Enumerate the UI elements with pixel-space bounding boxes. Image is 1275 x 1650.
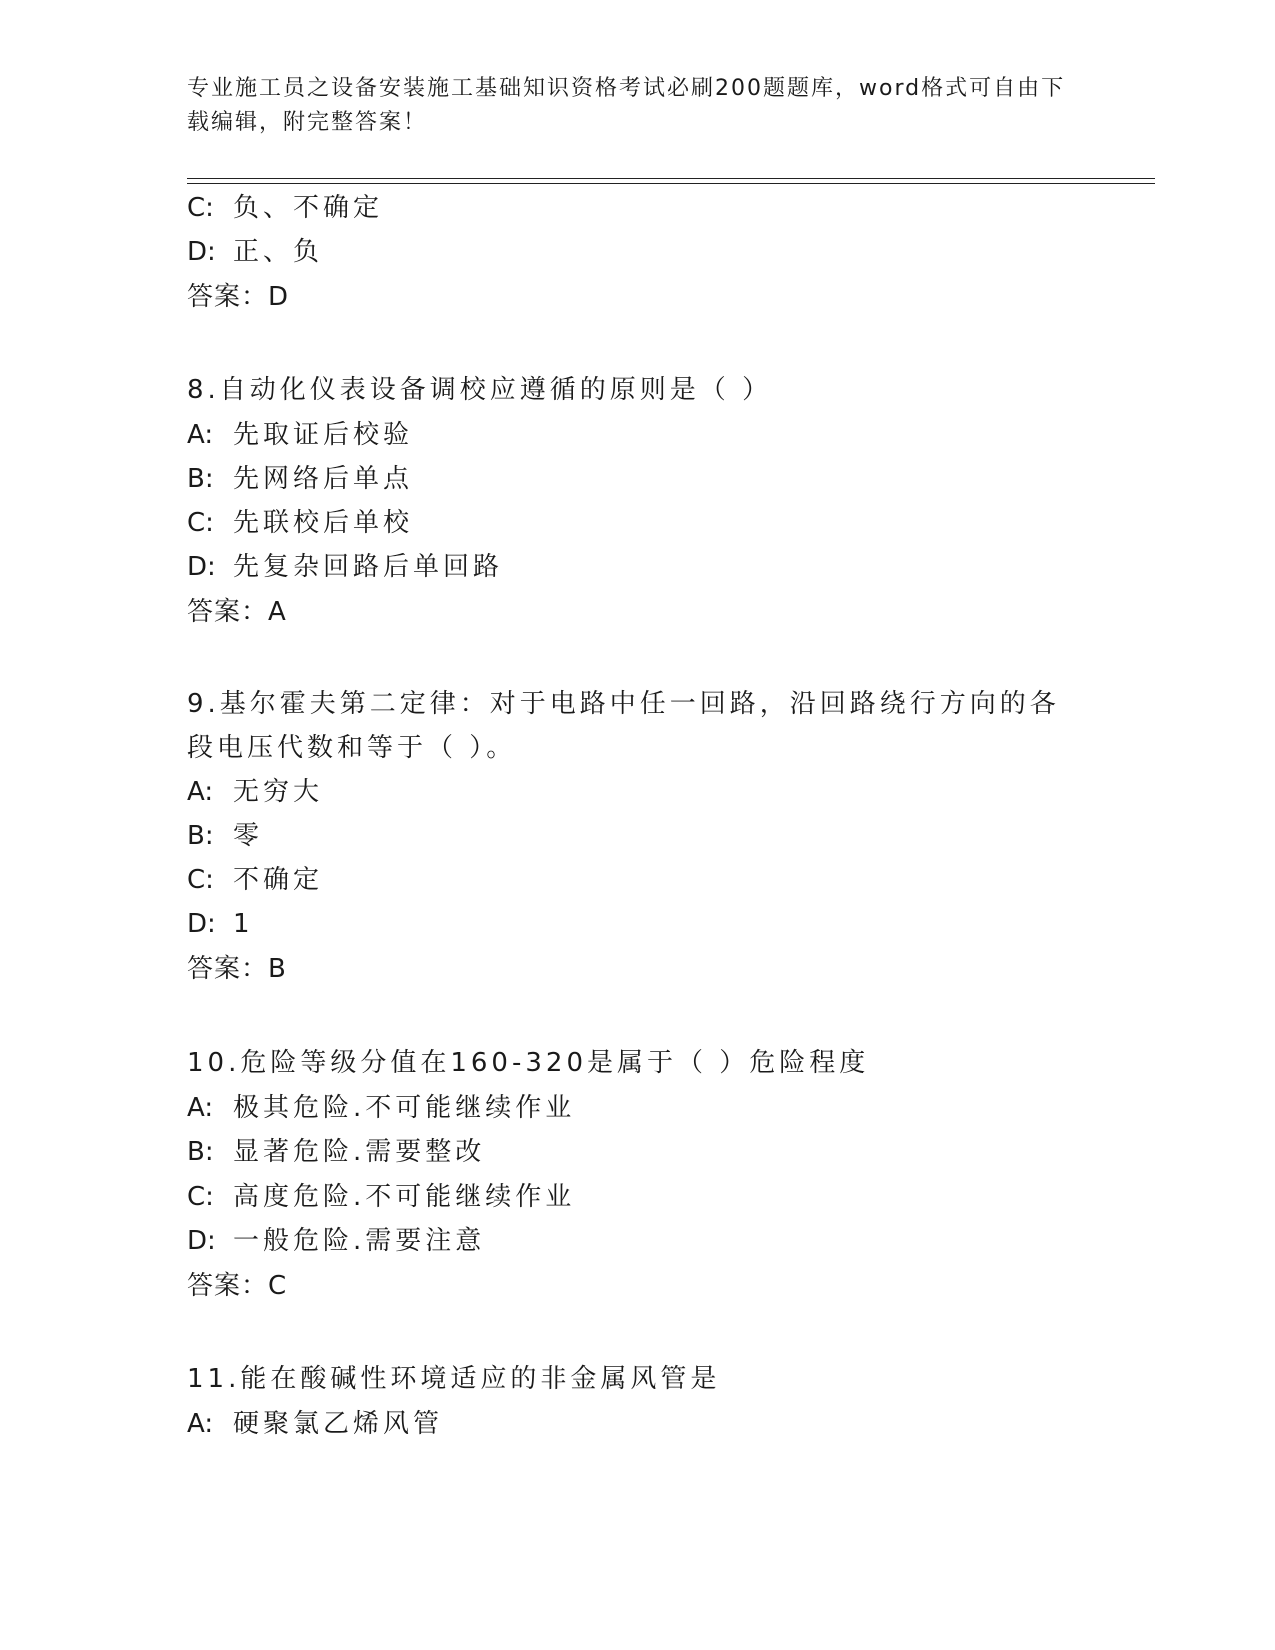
option-label: D: <box>187 909 216 939</box>
option-label: A: <box>187 420 214 450</box>
q8-option-b <box>187 461 413 497</box>
option-text: 正、负 <box>233 237 324 267</box>
option-text: 硬聚氯乙烯风管 <box>233 1409 444 1439</box>
option-label: C: <box>187 865 214 895</box>
option-label: B: <box>187 464 214 494</box>
q8-question: 8.自动化仪表设备调校应遵循的原则是（ ） <box>187 375 773 405</box>
q9-answer: 答案：B <box>187 954 287 984</box>
option-text: 先复杂回路后单回路 <box>233 552 504 582</box>
option-label: B: <box>187 1137 214 1167</box>
q7-answer: 答案：D <box>187 282 290 312</box>
q10-option-d <box>187 1223 485 1259</box>
q10-option-a <box>187 1090 575 1126</box>
q10-option-c <box>187 1179 575 1215</box>
q9-option-c <box>187 862 323 898</box>
option-text: 负、不确定 <box>233 193 384 223</box>
option-text: 显著危险.需要整改 <box>233 1137 486 1167</box>
q7-option-d <box>187 234 323 270</box>
option-label: A: <box>187 777 214 807</box>
q8-answer: 答案：A <box>187 597 287 627</box>
option-label: C: <box>187 193 214 223</box>
option-label: C: <box>187 1182 214 1212</box>
option-text: 无穷大 <box>233 777 324 807</box>
option-text: 极其危险.不可能继续作业 <box>233 1093 576 1123</box>
header-divider-bottom <box>187 183 1155 184</box>
q11-option-a <box>187 1406 443 1442</box>
q11-question: 11.能在酸碱性环境适应的非金属风管是 <box>187 1364 721 1394</box>
q7-option-c <box>187 190 383 226</box>
option-text: 一般危险.需要注意 <box>233 1226 486 1256</box>
document-header-title: 专业施工员之设备安装施工基础知识资格考试必刷200题题库，word格式可自由下载编辑，附完整答案！ <box>187 76 1066 135</box>
option-text: 不确定 <box>233 865 324 895</box>
q9-question: 9.基尔霍夫第二定律：对于电路中任一回路，沿回路绕行方向的各段电压代数和等于（ ）。 <box>187 689 1060 763</box>
option-label: D: <box>187 1226 216 1256</box>
option-text: 高度危险.不可能继续作业 <box>233 1182 576 1212</box>
option-text: 先取证后校验 <box>233 420 414 450</box>
option-text: 先网络后单点 <box>233 464 414 494</box>
option-label: B: <box>187 821 214 851</box>
q8-option-a <box>187 417 413 453</box>
option-label: A: <box>187 1093 214 1123</box>
option-label: D: <box>187 237 216 267</box>
option-text: 1 <box>233 909 254 939</box>
q9-option-a <box>187 774 323 810</box>
q9-option-d <box>187 906 254 942</box>
q10-option-b <box>187 1134 485 1170</box>
option-label: A: <box>187 1409 214 1439</box>
header-divider-top <box>187 178 1155 179</box>
q8-option-d <box>187 549 503 585</box>
q10-question: 10.危险等级分值在160-320是属于（ ）危险程度 <box>187 1048 870 1078</box>
option-label: D: <box>187 552 216 582</box>
option-text: 先联校后单校 <box>233 508 414 538</box>
option-label: C: <box>187 508 214 538</box>
q8-option-c <box>187 505 413 541</box>
option-text: 零 <box>233 821 264 851</box>
q10-answer: 答案：C <box>187 1271 288 1301</box>
q9-option-b <box>187 818 263 854</box>
